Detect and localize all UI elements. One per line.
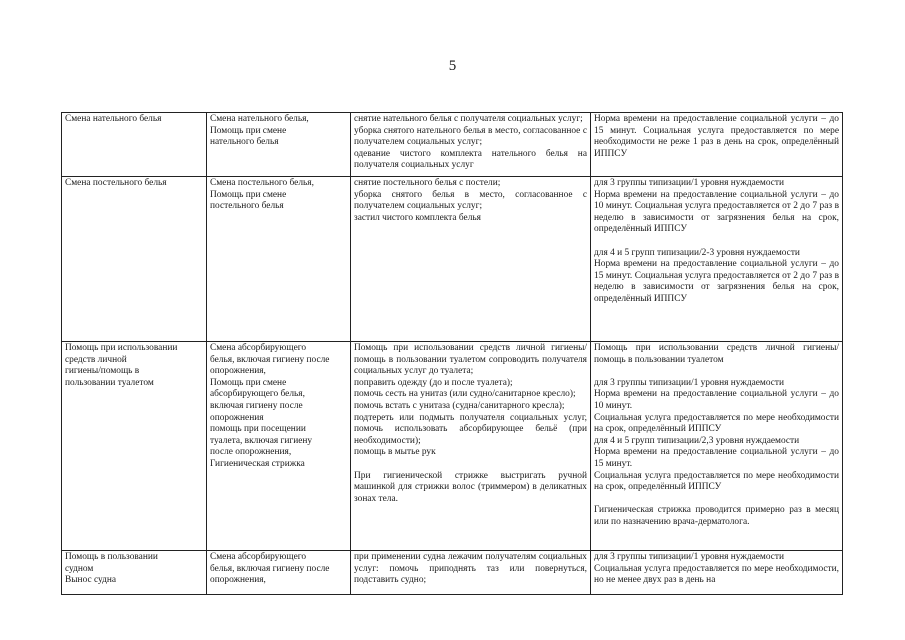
cell-line: после опорожнения,	[210, 447, 292, 458]
cell-line: судном	[65, 563, 94, 574]
cell-paragraph: Социальная услуга предоставляется по мере необходимости на срок, определённый ИППСУ	[594, 470, 839, 493]
cell-paragraph: Социальная услуга предоставляется по мере необходимости, но не менее двух раз в день на	[594, 563, 839, 586]
cell-line: белья, включая гигиену после	[210, 354, 330, 365]
cell-paragraph: для 4 и 5 групп типизации/2,3 уровня нуждаемости	[594, 435, 800, 446]
service-name-cell	[62, 177, 207, 342]
cell-line: Смена нательного белья	[65, 114, 162, 124]
cell-line: опорожнения	[210, 412, 264, 423]
paragraph-gap	[594, 236, 839, 248]
service-description-cell	[351, 551, 591, 595]
cell-line: Помощь в пользовании	[65, 552, 158, 562]
cell-line: Помощь при использовании	[65, 343, 178, 353]
page-number: 5	[448, 58, 457, 74]
cell-paragraph: для 3 группы типизации/1 уровня нуждаемости	[594, 377, 785, 388]
cell-paragraph: Помощь при использовании средств личной гигиены/помощь в пользовании туалетом	[594, 343, 839, 365]
table-row	[62, 342, 843, 551]
cell-line: белья, включая гигиену после	[210, 563, 330, 574]
cell-paragraph: при применении судна лежачим получателям социальных услуг: помочь приподнять таз или повернуться, подставить судно;	[354, 552, 587, 586]
cell-line: Смена постельного белья	[65, 178, 167, 188]
cell-paragraph: Социальная услуга предоставляется по мере необходимости на срок, определённый ИППСУ	[594, 412, 839, 435]
cell-paragraph: При гигиенической стрижке выстригать ручной машинкой для стрижки волос (триммером) в деликатных зонах тела.	[354, 470, 587, 504]
table-row	[62, 177, 843, 342]
service-norm-cell	[591, 551, 843, 595]
cell-line: Смена постельного белья,	[210, 178, 314, 188]
service-name-cell	[62, 113, 207, 177]
cell-line: опорожнения,	[210, 366, 266, 377]
cell-line: постельного белья	[210, 201, 284, 212]
cell-line: Помощь при смене	[210, 125, 287, 136]
service-description-cell	[351, 342, 591, 551]
cell-paragraph: Гигиеническая стрижка проводится примерно раз в месяц или по назначению врача-дерматолога.	[594, 505, 839, 527]
cell-line: нательного белья	[210, 137, 279, 148]
table-row	[62, 551, 843, 595]
cell-paragraph: Помощь при использовании средств личной гигиены/помощь в пользовании туалетом сопроводить получателя социальных услуг до туалета;	[354, 343, 587, 377]
service-description-cell	[351, 113, 591, 177]
paragraph-gap	[594, 494, 839, 506]
cell-paragraph: для 4 и 5 групп типизации/2-3 уровня нуждаемости	[594, 247, 800, 258]
cell-paragraph: помочь сесть на унитаз (или судно/санитарное кресло);	[354, 389, 576, 400]
cell-paragraph: снятие нательного белья с получателя социальных услуг;	[354, 114, 583, 124]
cell-line: опорожнения,	[210, 575, 266, 586]
cell-line: Помощь при смене	[210, 377, 287, 388]
cell-paragraph: застил чистого комплекта белья	[354, 212, 481, 223]
cell-line: абсорбирующего белья,	[210, 389, 305, 400]
service-content-cell	[207, 177, 351, 342]
service-norm-cell	[591, 113, 843, 177]
service-norm-cell	[591, 177, 843, 342]
cell-line: Вынос судна	[65, 575, 117, 586]
service-description-cell	[351, 177, 591, 342]
cell-paragraph: одевание чистого комплекта нательного белья на получателя социальных услуг	[354, 148, 587, 171]
cell-paragraph: уборка снятого белья в место, согласованное с получателем социальных услуг;	[354, 189, 587, 212]
service-norm-cell	[591, 342, 843, 551]
cell-line: Смена нательного белья,	[210, 114, 309, 124]
cell-line: Смена абсорбирующего	[210, 343, 307, 353]
cell-paragraph: поправить одежду (до и после туалета);	[354, 377, 513, 388]
cell-paragraph: для 3 группы типизации/1 уровня нуждаемости	[594, 178, 785, 188]
paragraph-gap	[354, 459, 587, 471]
cell-paragraph: подтереть или подмыть получателя социальных услуг, помочь использовать абсорбирующее бельё (при необходимости);	[354, 412, 587, 446]
cell-line: Гигиеническая стрижка	[210, 458, 305, 469]
cell-paragraph: уборка снятого нательного белья в место, согласованное с получателем социальных услуг;	[354, 125, 587, 148]
services-table	[61, 112, 843, 595]
cell-line: туалета, включая гигиену	[210, 435, 313, 446]
cell-paragraph: помочь встать с унитаза (судна/санитарного кресла);	[354, 400, 565, 411]
cell-line: пользовании туалетом	[65, 377, 154, 388]
cell-paragraph: Норма времени на предоставление социальной услуги – до 15 минут. Социальная услуга предоставляется от 2 до 7 раз в неделю в зависимости от загрязнения белья на срок, определённый ИППСУ	[594, 259, 839, 304]
cell-paragraph: Норма времени на предоставление социальной услуги – до 15 минут.	[594, 447, 839, 469]
cell-line: гигиены/помощь в	[65, 366, 140, 377]
cell-paragraph: для 3 группы типизации/1 уровня нуждаемости	[594, 552, 785, 562]
paragraph-gap	[594, 366, 839, 378]
service-content-cell	[207, 342, 351, 551]
cell-line: средств личной	[65, 354, 127, 365]
cell-paragraph: помощь в мытье рук	[354, 447, 436, 458]
service-name-cell	[62, 551, 207, 595]
service-content-cell	[207, 113, 351, 177]
cell-line: включая гигиену после	[210, 400, 303, 411]
cell-line: помощь при посещении	[210, 424, 306, 435]
service-content-cell	[207, 551, 351, 595]
cell-paragraph: Норма времени на предоставление социальной услуги – до 10 минут. Социальная услуга предоставляется от 2 до 7 раз в неделю в зависимости от загрязнения белья на срок, определённый ИППСУ	[594, 189, 839, 235]
cell-paragraph: Норма времени на предоставление социальной услуги – до 15 минут. Социальная услуга предоставляется по мере необходимости не реже 1 раз в день на срок, определённый ИППСУ	[594, 114, 839, 159]
service-name-cell	[62, 342, 207, 551]
table-row	[62, 113, 843, 177]
cell-paragraph: Норма времени на предоставление социальной услуги – до 10 минут.	[594, 389, 839, 411]
cell-line: Смена абсорбирующего	[210, 552, 307, 562]
cell-line: Помощь при смене	[210, 189, 287, 200]
cell-paragraph: снятие постельного белья с постели;	[354, 178, 501, 188]
